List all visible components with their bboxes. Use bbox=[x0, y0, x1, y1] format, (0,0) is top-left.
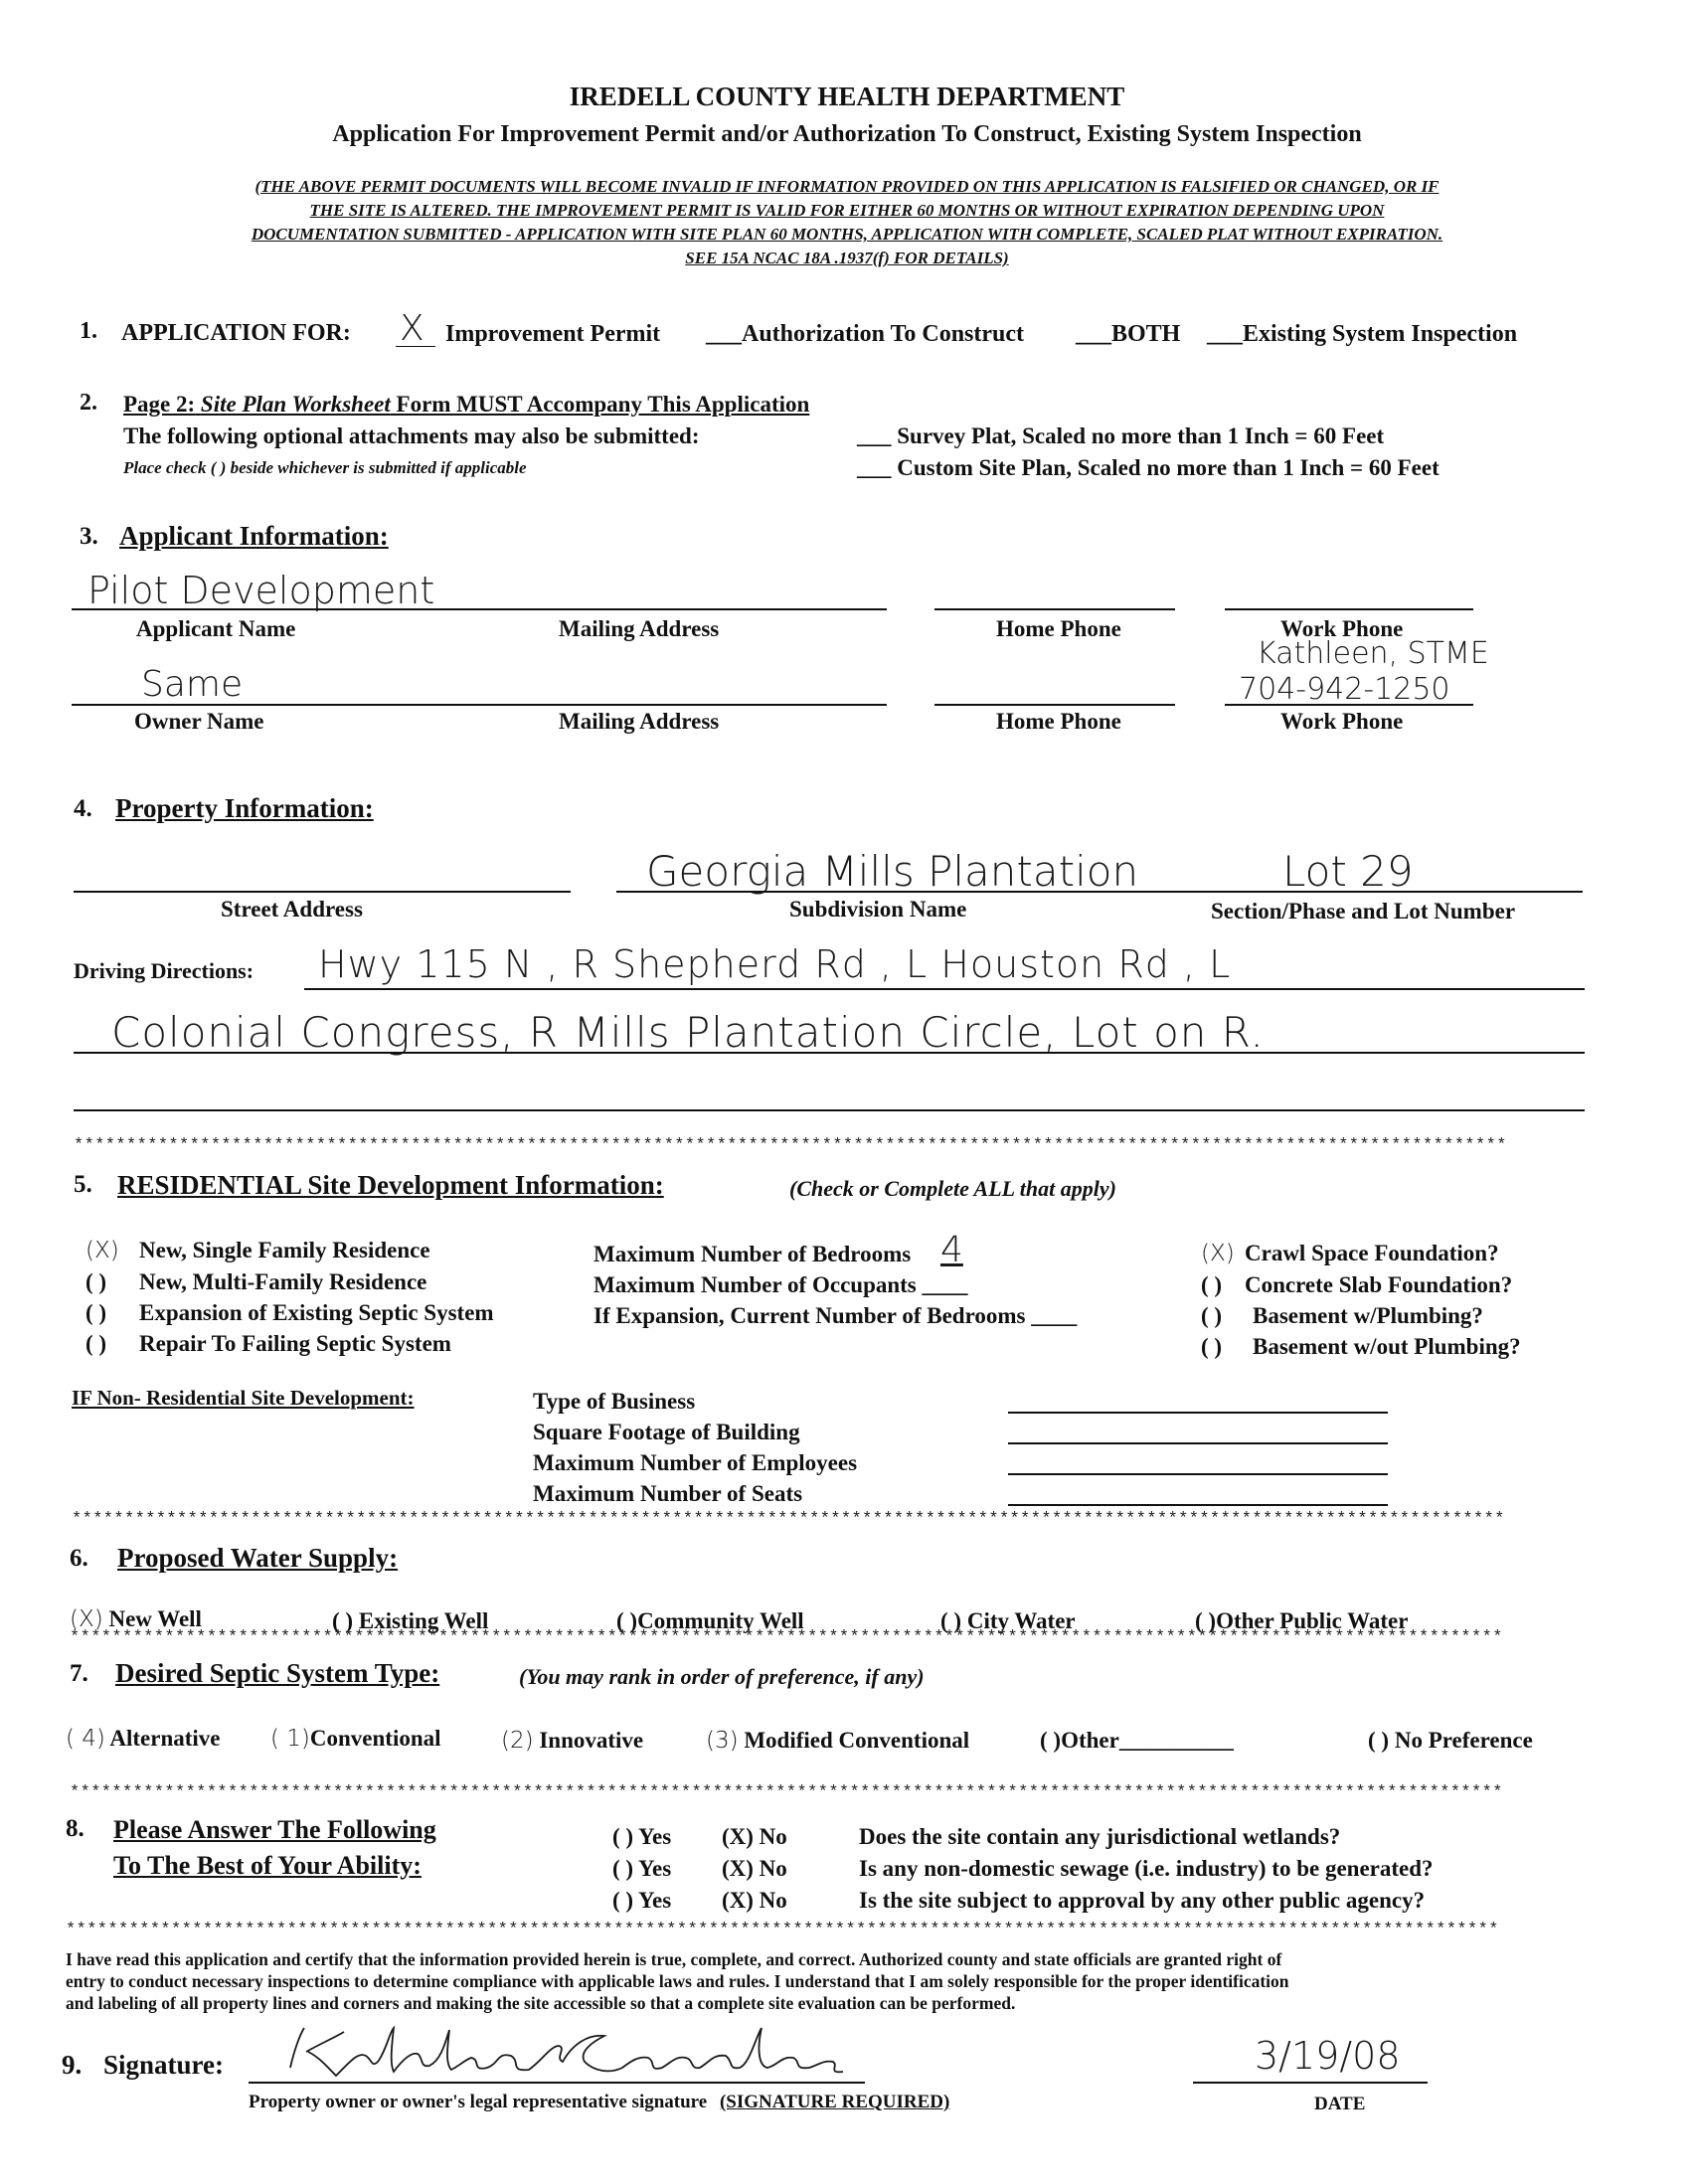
directions-line-2[interactable]: Colonial Congress, R Mills Plantation Circle, Lot on R. bbox=[111, 1008, 1265, 1057]
certification-line-1: I have read this application and certify that the information provided herein is true, complete, and correct. Authorized county and state officials are granted right of bbox=[66, 1949, 1282, 1969]
max-bedrooms-value[interactable]: 4 bbox=[939, 1230, 963, 1270]
crawl-space-label: Crawl Space Foundation? bbox=[1245, 1241, 1499, 1265]
wetlands-no[interactable]: (X) No bbox=[722, 1824, 787, 1849]
other-public-water-mark: ( ) bbox=[1195, 1608, 1217, 1633]
city-water-mark: ( ) bbox=[940, 1608, 962, 1633]
repair-mark: ( ) bbox=[85, 1331, 107, 1356]
residential-note: (Check or Complete ALL that apply) bbox=[789, 1176, 1116, 1201]
page2-label: Page 2: bbox=[123, 392, 196, 417]
property-info-title: Property Information: bbox=[115, 793, 374, 823]
site-plan-worksheet-label: Site Plan Worksheet bbox=[200, 392, 391, 417]
current-bedrooms-value[interactable]: ____ bbox=[1031, 1303, 1078, 1328]
place-check-note: Place check ( ) beside whichever is submitted if applicable bbox=[123, 458, 527, 477]
modified-conventional-mark: (3) bbox=[706, 1728, 739, 1754]
no-column bbox=[722, 1821, 787, 1917]
modified-conventional-option[interactable] bbox=[706, 1728, 969, 1754]
basement-plumbing-label: Basement w/Plumbing? bbox=[1253, 1303, 1483, 1328]
custom-site-plan-option[interactable]: ___ Custom Site Plan, Scaled no more than 1 Inch = 60 Feet bbox=[857, 455, 1440, 480]
signature-image[interactable] bbox=[260, 2022, 857, 2086]
applicant-info-title: Applicant Information: bbox=[119, 521, 389, 551]
form-title: IREDELL COUNTY HEALTH DEPARTMENT bbox=[569, 82, 1125, 111]
max-seats-field[interactable] bbox=[1008, 1504, 1388, 1506]
question-column bbox=[859, 1821, 1434, 1917]
no-preference-mark: ( ) bbox=[1368, 1728, 1390, 1753]
questions-title-1: Please Answer The Following bbox=[113, 1815, 436, 1844]
concrete-slab-label: Concrete Slab Foundation? bbox=[1245, 1272, 1513, 1297]
conventional-label: Conventional bbox=[309, 1726, 441, 1751]
concrete-slab-option[interactable] bbox=[1201, 1269, 1521, 1300]
conventional-option[interactable] bbox=[270, 1726, 441, 1752]
crawl-space-option[interactable] bbox=[1201, 1238, 1521, 1269]
repair-label: Repair To Failing Septic System bbox=[139, 1331, 451, 1356]
signature-required-label: (SIGNATURE REQUIRED) bbox=[719, 2092, 950, 2112]
crawl-space-mark: (X) bbox=[1201, 1241, 1235, 1266]
signature-label: Signature: bbox=[103, 2050, 225, 2080]
basement-no-plumbing-mark: ( ) bbox=[1201, 1334, 1223, 1359]
subdivision-name-value[interactable]: Georgia Mills Plantation bbox=[646, 847, 1139, 896]
questions-title-2: To The Best of Your Ability: bbox=[113, 1851, 422, 1880]
directions-line-1[interactable]: Hwy 115 N , R Shepherd Rd , L Houston Rd , L bbox=[318, 942, 1232, 986]
separator-1: **************************************************************************************************************************************** bbox=[74, 1136, 1507, 1155]
notice-line-1: (THE ABOVE PERMIT DOCUMENTS WILL BECOME INVALID IF INFORMATION PROVIDED ON THIS APPLICATION IS FALSIFIED OR CHANGED, OR IF bbox=[254, 177, 1440, 196]
certification-line-2: entry to conduct necessary inspections to determine compliance with applicable laws and rules. I understand that I am solely responsible for the proper identification bbox=[66, 1971, 1289, 1991]
community-well-label: Community Well bbox=[637, 1608, 804, 1633]
modified-conventional-label: Modified Conventional bbox=[744, 1728, 970, 1753]
max-employees-label: Maximum Number of Employees bbox=[533, 1450, 858, 1475]
separator-5: **************************************************************************************************************************************** bbox=[66, 1921, 1499, 1939]
section-2-number: 2. bbox=[80, 390, 97, 416]
section-8-number: 8. bbox=[66, 1815, 85, 1842]
current-bedrooms-row bbox=[593, 1300, 1077, 1331]
existing-well-label: Existing Well bbox=[358, 1608, 489, 1633]
max-occupants-row bbox=[593, 1269, 1077, 1300]
residential-title: RESIDENTIAL Site Development Information: bbox=[117, 1170, 664, 1200]
septic-type-title: Desired Septic System Type: bbox=[115, 1658, 440, 1688]
water-supply-title: Proposed Water Supply: bbox=[117, 1543, 399, 1573]
community-well-mark: ( ) bbox=[616, 1608, 638, 1633]
basement-no-plumbing-option[interactable] bbox=[1201, 1331, 1521, 1362]
no-preference-option[interactable] bbox=[1368, 1728, 1533, 1754]
contact-name-value[interactable]: Kathleen, STME bbox=[1257, 636, 1489, 671]
home-phone-label: Home Phone bbox=[996, 616, 1121, 641]
wetlands-yes[interactable]: ( ) Yes bbox=[612, 1824, 672, 1849]
repair-option[interactable] bbox=[85, 1328, 494, 1359]
section-1-number: 1. bbox=[80, 318, 97, 344]
section-7-number: 7. bbox=[70, 1660, 88, 1687]
improvement-permit-check[interactable]: X bbox=[400, 308, 424, 349]
certification-text bbox=[66, 1948, 1289, 2014]
innovative-label: Innovative bbox=[539, 1728, 644, 1753]
other-septic-label: Other__________ bbox=[1061, 1728, 1234, 1753]
notice-line-2: THE SITE IS ALTERED. THE IMPROVEMENT PERMIT IS VALID FOR EITHER 60 MONTHS OR WITHOUT EXPIRATION DEPENDING UPON bbox=[309, 201, 1385, 220]
new-single-family-option[interactable] bbox=[85, 1235, 494, 1266]
expansion-option[interactable] bbox=[85, 1297, 494, 1328]
lot-number-label: Section/Phase and Lot Number bbox=[1211, 899, 1516, 924]
subdivision-name-label: Subdivision Name bbox=[789, 897, 967, 922]
section-4-number: 4. bbox=[74, 795, 92, 822]
max-employees-field[interactable] bbox=[1008, 1473, 1388, 1475]
foundation-list bbox=[1201, 1238, 1521, 1362]
owner-name-value[interactable]: Same bbox=[141, 664, 244, 705]
lot-number-value[interactable]: Lot 29 bbox=[1282, 847, 1414, 896]
optional-attachments-text: The following optional attachments may also be submitted: bbox=[123, 423, 700, 448]
work-phone-value[interactable]: 704-942-1250 bbox=[1239, 672, 1450, 707]
existing-inspection-option: ___Existing System Inspection bbox=[1207, 321, 1518, 347]
agency-question: Is the site subject to approval by any other public agency? bbox=[859, 1888, 1426, 1913]
no-preference-label: No Preference bbox=[1394, 1728, 1533, 1753]
mailing-address-label: Mailing Address bbox=[559, 616, 720, 641]
new-well-mark: (X) bbox=[70, 1606, 103, 1632]
alternative-option[interactable] bbox=[66, 1726, 221, 1752]
new-single-family-label: New, Single Family Residence bbox=[139, 1238, 430, 1262]
sewage-question: Is any non-domestic sewage (i.e. industry) to be generated? bbox=[859, 1856, 1434, 1881]
alternative-mark: ( 4) bbox=[66, 1726, 105, 1752]
form-subtitle: Application For Improvement Permit and/or Authorization To Construct, Existing System Inspection bbox=[332, 121, 1362, 147]
type-of-business-field[interactable] bbox=[1008, 1412, 1388, 1414]
square-footage-field[interactable] bbox=[1008, 1442, 1388, 1444]
separator-4: **************************************************************************************************************************************** bbox=[70, 1783, 1503, 1802]
owner-home-phone-label: Home Phone bbox=[996, 709, 1121, 734]
square-footage-label: Square Footage of Building bbox=[533, 1420, 800, 1444]
max-bedrooms-row bbox=[593, 1230, 1077, 1270]
sewage-yes[interactable]: ( ) Yes bbox=[612, 1856, 672, 1881]
driving-directions-label: Driving Directions: bbox=[74, 958, 254, 983]
max-occupants-label: Maximum Number of Occupants bbox=[593, 1272, 917, 1297]
city-water-label: City Water bbox=[966, 1608, 1076, 1633]
must-accompany-label: Form MUST Accompany This Application bbox=[396, 392, 810, 417]
notice-line-4: SEE 15A NCAC 18A .1937(f) FOR DETAILS) bbox=[685, 249, 1009, 267]
new-single-family-mark: (X) bbox=[85, 1238, 119, 1263]
new-multi-family-option[interactable] bbox=[85, 1266, 494, 1297]
improvement-permit-option: Improvement Permit bbox=[445, 321, 661, 347]
other-public-water-label: Other Public Water bbox=[1216, 1608, 1409, 1633]
max-seats-label: Maximum Number of Seats bbox=[533, 1481, 803, 1506]
basement-plumbing-option[interactable] bbox=[1201, 1300, 1521, 1331]
authorization-option: ___Authorization To Construct bbox=[706, 321, 1025, 347]
date-label: DATE bbox=[1314, 2094, 1366, 2114]
owner-mailing-address-label: Mailing Address bbox=[559, 709, 720, 734]
alternative-label: Alternative bbox=[109, 1726, 221, 1751]
signature-caption-text: Property owner or owner's legal representative signature bbox=[249, 2092, 708, 2112]
owner-work-phone-label: Work Phone bbox=[1280, 709, 1404, 734]
signature-caption bbox=[249, 2092, 949, 2113]
work-phone-label: Work Phone bbox=[1280, 616, 1404, 641]
both-option: ___BOTH bbox=[1076, 321, 1181, 347]
existing-well-mark: ( ) bbox=[332, 1608, 354, 1633]
wetlands-question: Does the site contain any jurisdictional wetlands? bbox=[859, 1824, 1341, 1849]
new-multi-family-mark: ( ) bbox=[85, 1269, 107, 1294]
agency-yes[interactable]: ( ) Yes bbox=[612, 1888, 672, 1913]
notice-line-3: DOCUMENTATION SUBMITTED - APPLICATION WITH SITE PLAN 60 MONTHS, APPLICATION WITH COMPLETE, SCALED PLAT WITHOUT EXPIRATION. bbox=[251, 225, 1443, 244]
occupancy-list bbox=[593, 1230, 1078, 1331]
certification-line-3: and labeling of all property lines and corners and making the site accessible so that a complete site evaluation can be performed. bbox=[66, 1993, 1016, 2013]
non-residential-title: IF Non- Residential Site Development: bbox=[72, 1386, 415, 1410]
site-plan-requirement bbox=[123, 392, 809, 418]
other-septic-mark: ( ) bbox=[1040, 1728, 1062, 1753]
expansion-label: Expansion of Existing Septic System bbox=[139, 1300, 494, 1325]
agency-no[interactable]: (X) No bbox=[722, 1888, 787, 1913]
applicant-name-label: Applicant Name bbox=[136, 616, 296, 641]
new-well-label: New Well bbox=[108, 1606, 202, 1631]
septic-type-note: (You may rank in order of preference, if any) bbox=[519, 1664, 925, 1689]
current-bedrooms-label: If Expansion, Current Number of Bedrooms bbox=[593, 1303, 1026, 1328]
non-residential-list bbox=[533, 1386, 857, 1509]
other-septic-option[interactable] bbox=[1040, 1728, 1234, 1754]
expansion-mark: ( ) bbox=[85, 1300, 107, 1325]
max-occupants-value[interactable]: ____ bbox=[922, 1272, 968, 1297]
yes-column bbox=[612, 1821, 671, 1917]
residential-type-list bbox=[85, 1235, 494, 1359]
type-of-business-label: Type of Business bbox=[533, 1389, 696, 1414]
applicant-name-value[interactable]: Pilot Development bbox=[87, 569, 435, 612]
section-5-number: 5. bbox=[74, 1171, 92, 1198]
basement-no-plumbing-label: Basement w/out Plumbing? bbox=[1253, 1334, 1521, 1359]
new-multi-family-label: New, Multi-Family Residence bbox=[139, 1269, 427, 1294]
street-address-label: Street Address bbox=[221, 897, 363, 922]
conventional-mark: ( 1) bbox=[270, 1726, 310, 1752]
date-value[interactable]: 3/19/08 bbox=[1255, 2034, 1401, 2078]
survey-plat-option[interactable]: ___ Survey Plat, Scaled no more than 1 Inch = 60 Feet bbox=[857, 423, 1385, 448]
separator-2: **************************************************************************************************************************************** bbox=[72, 1510, 1505, 1529]
section-3-number: 3. bbox=[80, 523, 98, 550]
max-bedrooms-label: Maximum Number of Bedrooms bbox=[593, 1242, 912, 1266]
innovative-option[interactable] bbox=[501, 1728, 643, 1754]
owner-name-label: Owner Name bbox=[134, 709, 264, 734]
innovative-mark: (2) bbox=[501, 1728, 534, 1754]
sewage-no[interactable]: (X) No bbox=[722, 1856, 787, 1881]
application-for-label: APPLICATION FOR: bbox=[121, 320, 351, 346]
section-6-number: 6. bbox=[70, 1545, 88, 1572]
concrete-slab-mark: ( ) bbox=[1201, 1272, 1223, 1297]
separator-3: **************************************************************************************************************************************** bbox=[70, 1628, 1503, 1647]
section-9-number: 9. bbox=[62, 2050, 83, 2080]
basement-plumbing-mark: ( ) bbox=[1201, 1303, 1223, 1328]
